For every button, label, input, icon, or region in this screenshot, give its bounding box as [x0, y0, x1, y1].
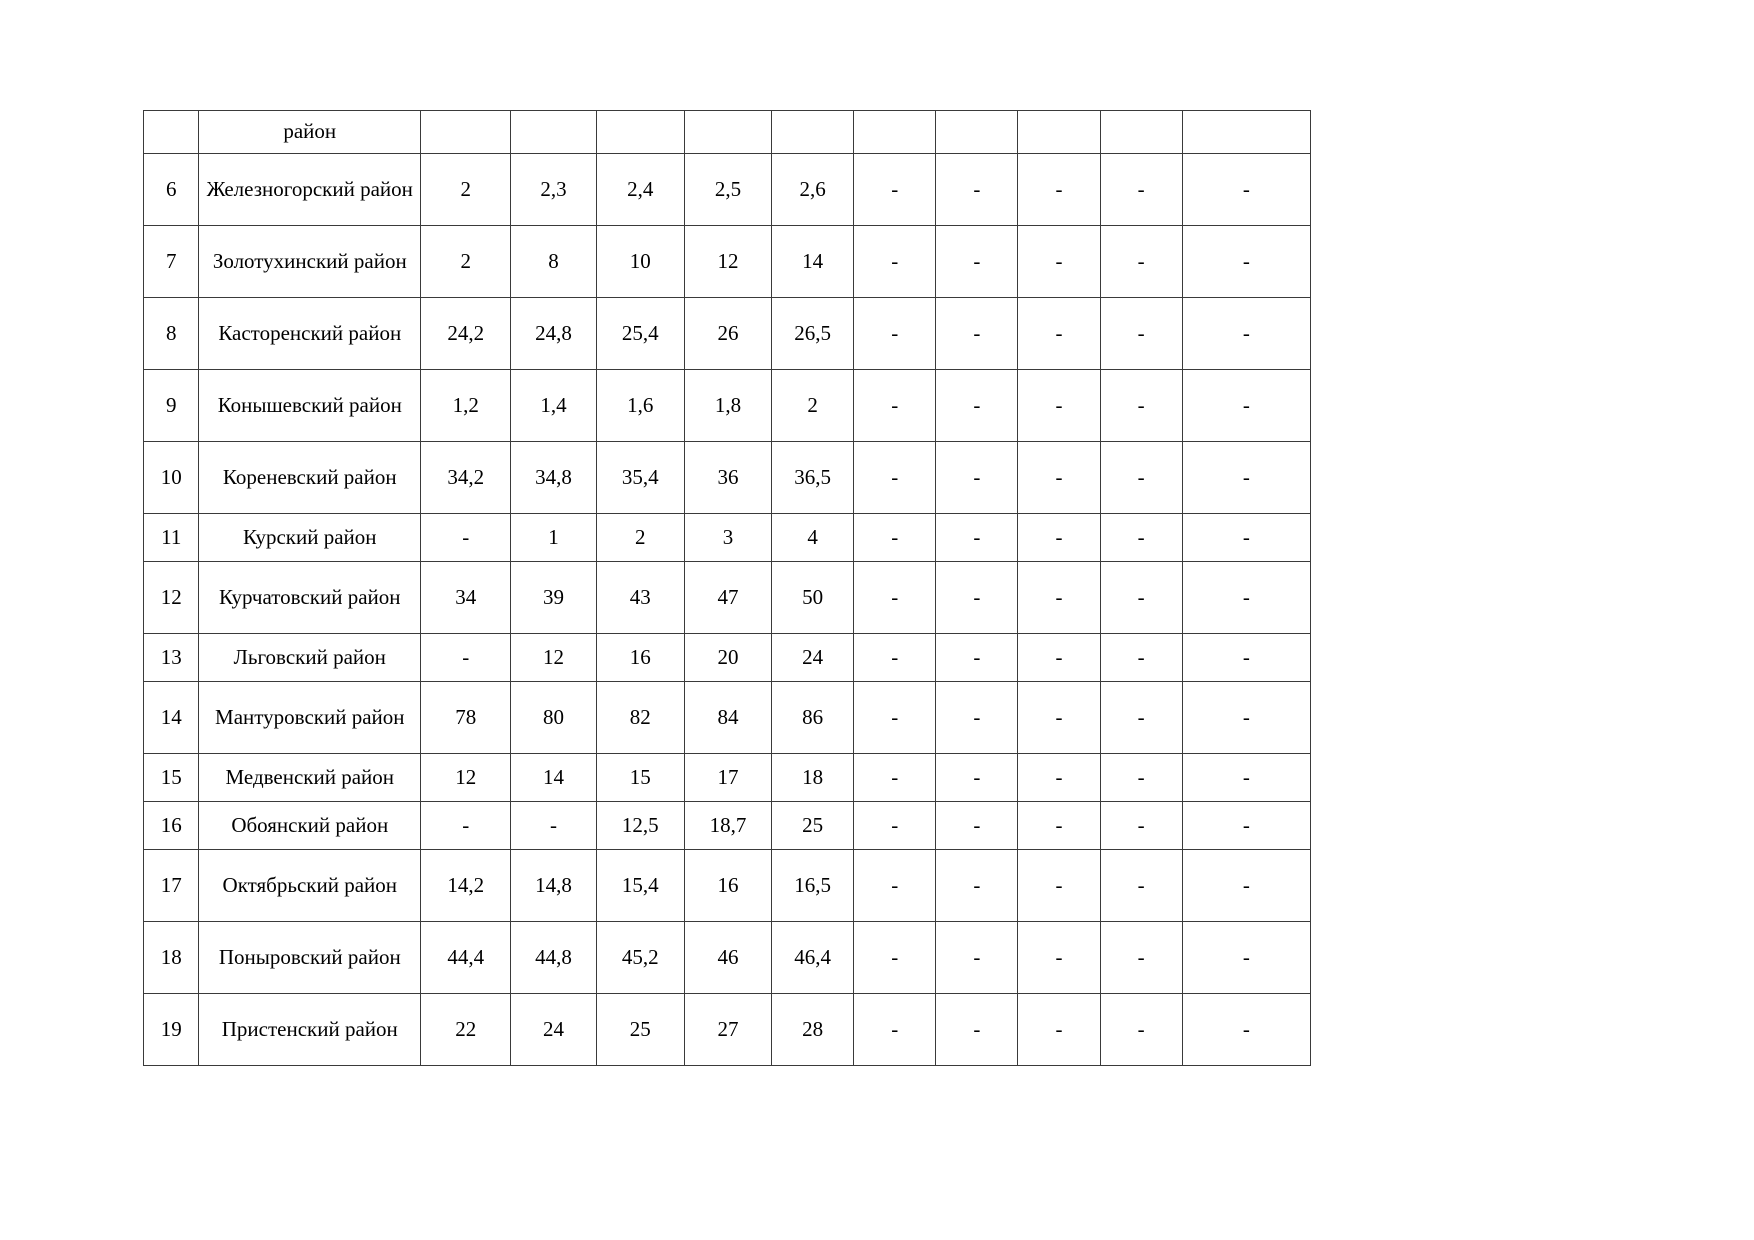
row-value-cell: 47: [684, 562, 771, 634]
row-value-cell: -: [1182, 442, 1310, 514]
row-value-cell: -: [854, 154, 936, 226]
row-name-cell: Медвенский район: [199, 754, 421, 802]
row-value-cell: 34,2: [421, 442, 511, 514]
row-index-cell: 12: [144, 562, 199, 634]
row-value-cell: 43: [596, 562, 684, 634]
row-name-cell: Конышевский район: [199, 370, 421, 442]
row-value-cell: -: [936, 634, 1018, 682]
row-value-cell: 46,4: [772, 922, 854, 994]
row-value-cell: 34: [421, 562, 511, 634]
row-value-cell: 36,5: [772, 442, 854, 514]
row-value-cell: -: [854, 442, 936, 514]
table-row: [144, 922, 1311, 994]
row-value-cell: 26: [684, 298, 771, 370]
row-name-cell: Пристенский район: [199, 994, 421, 1066]
row-value-cell: 14: [772, 226, 854, 298]
row-name-cell: Железногорский район: [199, 154, 421, 226]
row-value-cell: 12: [421, 754, 511, 802]
row-value-cell: 22: [421, 994, 511, 1066]
row-value-cell: 50: [772, 562, 854, 634]
row-value-cell: -: [854, 850, 936, 922]
row-value-cell: 14,8: [511, 850, 596, 922]
row-value-cell: -: [936, 994, 1018, 1066]
row-value-cell: -: [1182, 994, 1310, 1066]
row-value-cell: 16: [684, 850, 771, 922]
row-value-cell: 1,8: [684, 370, 771, 442]
table-row: [144, 370, 1311, 442]
row-index-cell: 17: [144, 850, 199, 922]
row-value-cell: -: [854, 802, 936, 850]
row-name-cell: Октябрьский район: [199, 850, 421, 922]
header-value-cell: [854, 111, 936, 154]
row-value-cell: -: [936, 682, 1018, 754]
row-value-cell: -: [1100, 682, 1182, 754]
header-value-cell: [511, 111, 596, 154]
row-value-cell: -: [936, 298, 1018, 370]
table-row: [144, 850, 1311, 922]
row-value-cell: 46: [684, 922, 771, 994]
row-name-cell: Льговский район: [199, 634, 421, 682]
row-value-cell: 24,8: [511, 298, 596, 370]
row-value-cell: -: [511, 802, 596, 850]
row-index-cell: 13: [144, 634, 199, 682]
row-value-cell: -: [1182, 922, 1310, 994]
row-value-cell: -: [421, 514, 511, 562]
row-value-cell: -: [936, 850, 1018, 922]
row-value-cell: -: [1182, 298, 1310, 370]
row-value-cell: -: [854, 562, 936, 634]
row-value-cell: 36: [684, 442, 771, 514]
row-value-cell: 2,5: [684, 154, 771, 226]
row-value-cell: -: [1182, 682, 1310, 754]
row-index-cell: 8: [144, 298, 199, 370]
table-row: [144, 298, 1311, 370]
row-name-cell: Поныровский район: [199, 922, 421, 994]
row-value-cell: 45,2: [596, 922, 684, 994]
row-value-cell: -: [1018, 226, 1100, 298]
row-value-cell: 25,4: [596, 298, 684, 370]
row-value-cell: 1: [511, 514, 596, 562]
row-value-cell: 44,8: [511, 922, 596, 994]
row-value-cell: -: [936, 514, 1018, 562]
row-index-cell: 18: [144, 922, 199, 994]
row-value-cell: -: [1018, 922, 1100, 994]
row-value-cell: -: [1182, 754, 1310, 802]
row-value-cell: -: [854, 922, 936, 994]
row-value-cell: 2: [421, 154, 511, 226]
table-body: [144, 111, 1311, 1066]
row-value-cell: -: [1018, 754, 1100, 802]
header-value-cell: [596, 111, 684, 154]
row-value-cell: -: [1100, 226, 1182, 298]
row-index-cell: 7: [144, 226, 199, 298]
row-value-cell: 35,4: [596, 442, 684, 514]
row-value-cell: -: [936, 226, 1018, 298]
row-value-cell: -: [1100, 370, 1182, 442]
row-index-cell: 6: [144, 154, 199, 226]
row-value-cell: 44,4: [421, 922, 511, 994]
row-value-cell: -: [936, 802, 1018, 850]
row-value-cell: -: [854, 226, 936, 298]
row-value-cell: -: [1182, 562, 1310, 634]
row-index-cell: 14: [144, 682, 199, 754]
row-name-cell: Кореневский район: [199, 442, 421, 514]
header-value-cell: [684, 111, 771, 154]
header-value-cell: [1018, 111, 1100, 154]
row-value-cell: -: [421, 634, 511, 682]
row-value-cell: -: [1100, 850, 1182, 922]
row-value-cell: -: [1100, 994, 1182, 1066]
row-value-cell: -: [1100, 562, 1182, 634]
row-value-cell: 2,6: [772, 154, 854, 226]
row-value-cell: -: [1182, 634, 1310, 682]
row-value-cell: 25: [596, 994, 684, 1066]
districts-table: [143, 110, 1311, 1066]
row-value-cell: 39: [511, 562, 596, 634]
row-name-cell: Мантуровский район: [199, 682, 421, 754]
row-value-cell: 86: [772, 682, 854, 754]
row-value-cell: -: [1018, 298, 1100, 370]
row-value-cell: 26,5: [772, 298, 854, 370]
row-value-cell: -: [854, 994, 936, 1066]
row-value-cell: 2,3: [511, 154, 596, 226]
row-value-cell: -: [1018, 154, 1100, 226]
row-value-cell: 8: [511, 226, 596, 298]
row-value-cell: 10: [596, 226, 684, 298]
header-value-cell: [936, 111, 1018, 154]
row-value-cell: -: [854, 634, 936, 682]
row-value-cell: 12: [684, 226, 771, 298]
row-value-cell: -: [1018, 682, 1100, 754]
table-row: [144, 226, 1311, 298]
row-value-cell: 18: [772, 754, 854, 802]
table-row: [144, 562, 1311, 634]
row-value-cell: 1,4: [511, 370, 596, 442]
header-index-cell: [144, 111, 199, 154]
row-value-cell: -: [1182, 370, 1310, 442]
table-header-fragment-row: [144, 111, 1311, 154]
row-name-cell: Курчатовский район: [199, 562, 421, 634]
row-value-cell: 15: [596, 754, 684, 802]
row-value-cell: -: [1018, 514, 1100, 562]
row-value-cell: -: [1018, 994, 1100, 1066]
row-value-cell: 14,2: [421, 850, 511, 922]
row-value-cell: 1,2: [421, 370, 511, 442]
row-value-cell: 2: [772, 370, 854, 442]
row-value-cell: -: [1182, 514, 1310, 562]
table-row: [144, 802, 1311, 850]
row-value-cell: 12,5: [596, 802, 684, 850]
row-value-cell: -: [1100, 442, 1182, 514]
row-value-cell: -: [1018, 850, 1100, 922]
row-value-cell: -: [936, 154, 1018, 226]
row-value-cell: 24: [772, 634, 854, 682]
row-value-cell: -: [936, 562, 1018, 634]
table-row: [144, 754, 1311, 802]
row-value-cell: 17: [684, 754, 771, 802]
row-value-cell: 12: [511, 634, 596, 682]
row-name-cell: Золотухинский район: [199, 226, 421, 298]
row-value-cell: -: [854, 514, 936, 562]
row-value-cell: -: [421, 802, 511, 850]
row-value-cell: 1,6: [596, 370, 684, 442]
row-value-cell: -: [854, 370, 936, 442]
row-value-cell: 78: [421, 682, 511, 754]
row-value-cell: -: [1182, 850, 1310, 922]
row-value-cell: -: [1100, 634, 1182, 682]
row-value-cell: -: [1100, 298, 1182, 370]
row-value-cell: -: [936, 922, 1018, 994]
table-row: [144, 442, 1311, 514]
row-value-cell: -: [1018, 370, 1100, 442]
row-index-cell: 9: [144, 370, 199, 442]
row-value-cell: 15,4: [596, 850, 684, 922]
row-value-cell: -: [1018, 442, 1100, 514]
table-row: [144, 682, 1311, 754]
row-value-cell: 82: [596, 682, 684, 754]
row-value-cell: 84: [684, 682, 771, 754]
table-container: [143, 110, 1311, 1066]
row-value-cell: 2,4: [596, 154, 684, 226]
row-index-cell: 19: [144, 994, 199, 1066]
row-value-cell: -: [1100, 802, 1182, 850]
row-value-cell: -: [1018, 562, 1100, 634]
row-value-cell: -: [1100, 922, 1182, 994]
table-row: [144, 634, 1311, 682]
table-row: [144, 154, 1311, 226]
row-value-cell: 16: [596, 634, 684, 682]
row-value-cell: 80: [511, 682, 596, 754]
row-name-cell: Касторенский район: [199, 298, 421, 370]
row-value-cell: -: [1018, 634, 1100, 682]
header-value-cell: [772, 111, 854, 154]
row-index-cell: 11: [144, 514, 199, 562]
row-value-cell: 2: [596, 514, 684, 562]
row-name-cell: Обоянский район: [199, 802, 421, 850]
row-name-cell: Курский район: [199, 514, 421, 562]
header-value-cell: [1100, 111, 1182, 154]
row-value-cell: -: [1182, 226, 1310, 298]
row-value-cell: -: [936, 442, 1018, 514]
header-name-cell: район: [199, 111, 421, 154]
row-value-cell: 3: [684, 514, 771, 562]
row-value-cell: 14: [511, 754, 596, 802]
row-value-cell: 25: [772, 802, 854, 850]
row-value-cell: 34,8: [511, 442, 596, 514]
row-value-cell: -: [1018, 802, 1100, 850]
table-row: [144, 514, 1311, 562]
row-value-cell: 18,7: [684, 802, 771, 850]
row-value-cell: -: [1100, 754, 1182, 802]
table-row: [144, 994, 1311, 1066]
row-value-cell: 4: [772, 514, 854, 562]
row-value-cell: 28: [772, 994, 854, 1066]
row-value-cell: 27: [684, 994, 771, 1066]
row-value-cell: -: [854, 298, 936, 370]
header-value-cell: [421, 111, 511, 154]
row-value-cell: -: [1182, 802, 1310, 850]
row-value-cell: -: [1100, 154, 1182, 226]
row-value-cell: -: [1100, 514, 1182, 562]
row-value-cell: -: [936, 754, 1018, 802]
row-value-cell: 20: [684, 634, 771, 682]
row-value-cell: -: [854, 682, 936, 754]
row-index-cell: 16: [144, 802, 199, 850]
row-value-cell: 16,5: [772, 850, 854, 922]
row-value-cell: 2: [421, 226, 511, 298]
row-value-cell: -: [1182, 154, 1310, 226]
header-value-cell: [1182, 111, 1310, 154]
row-value-cell: -: [936, 370, 1018, 442]
row-index-cell: 10: [144, 442, 199, 514]
row-value-cell: 24,2: [421, 298, 511, 370]
row-value-cell: -: [854, 754, 936, 802]
row-value-cell: 24: [511, 994, 596, 1066]
row-index-cell: 15: [144, 754, 199, 802]
